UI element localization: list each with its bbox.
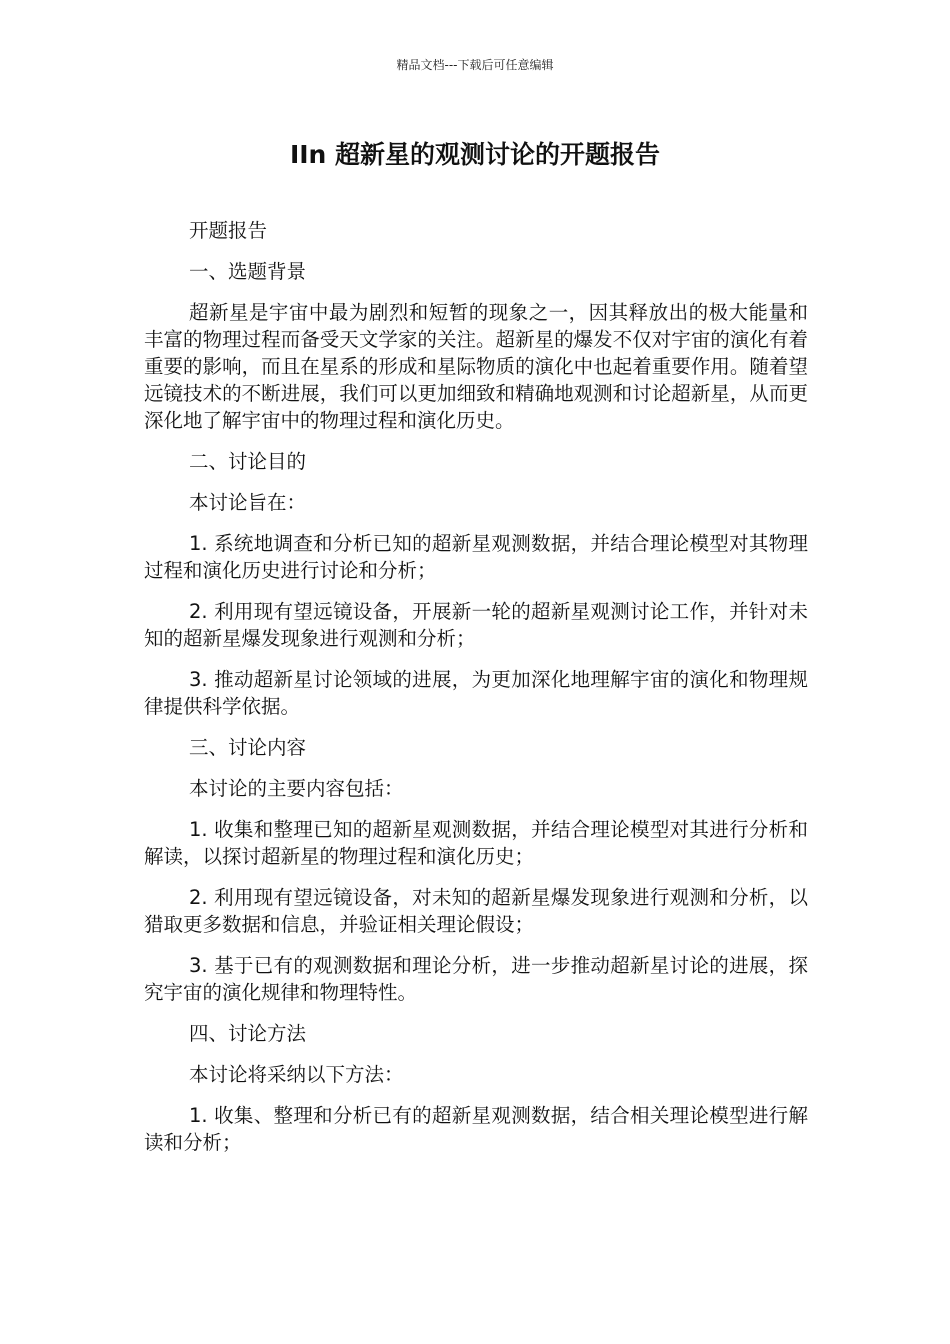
list-item-methods-1: 1. 收集、整理和分析已有的超新星观测数据，结合相关理论模型进行解读和分析； [144,1104,808,1154]
paragraph-background: 超新星是宇宙中最为剧烈和短暂的现象之一，因其释放出的极大能量和丰富的物理过程而备受天文学家的关注。超新星的爆发不仅对宇宙的演化有着重要的影响，而且在星系的形成和星际物质的演化中也起着重要作用。随着望远镜技术的不断进展，我们可以更加细致和精确地观测和讨论超新星，从而更深化地了解宇宙中的物理过程和演化历史。 [144,301,808,432]
list-item-purpose-2: 2. 利用现有望远镜设备，开展新一轮的超新星观测讨论工作，并针对未知的超新星爆发现象进行观测和分析； [144,600,808,650]
section-heading-background: 一、选题背景 [189,260,307,283]
list-item-content-2: 2. 利用现有望远镜设备，对未知的超新星爆发现象进行观测和分析，以猎取更多数据和信息，并验证相关理论假设； [144,886,808,936]
paragraph-methods-intro: 本讨论将采纳以下方法： [189,1063,404,1086]
list-item-content-3: 3. 基于已有的观测数据和理论分析，进一步推动超新星讨论的进展，探究宇宙的演化规律和物理特性。 [144,954,808,1004]
paragraph-purpose-intro: 本讨论旨在： [189,491,307,514]
heading-proposal: 开题报告 [189,219,268,242]
document-body [144,217,808,1170]
section-heading-content: 三、讨论内容 [189,736,307,759]
header-note: 精品文档---下载后可任意编辑 [396,58,554,72]
section-heading-methods: 四、讨论方法 [189,1022,307,1045]
section-heading-purpose: 二、讨论目的 [189,450,307,473]
list-item-content-1: 1. 收集和整理已知的超新星观测数据，并结合理论模型对其进行分析和解读，以探讨超新星的物理过程和演化历史； [144,818,808,868]
list-item-purpose-3: 3. 推动超新星讨论领域的进展，为更加深化地理解宇宙的演化和物理规律提供科学依据。 [144,668,808,718]
paragraph-content-intro: 本讨论的主要内容包括： [189,777,404,800]
list-item-purpose-1: 1. 系统地调查和分析已知的超新星观测数据，并结合理论模型对其物理过程和演化历史进行讨论和分析； [144,532,808,582]
document-title: IIn 超新星的观测讨论的开题报告 [289,140,661,169]
